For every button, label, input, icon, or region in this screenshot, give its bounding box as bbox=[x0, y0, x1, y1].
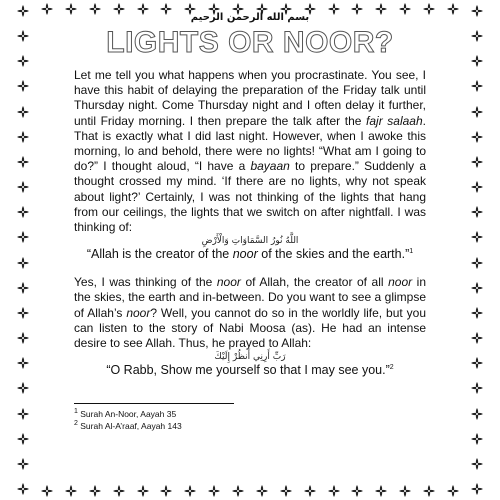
floral-ornament-icon bbox=[470, 205, 484, 219]
text: to prepare.” Suddenly a thought crossed my mind. ‘If there are no lights, why not speak about light?’ Certainly, I was not thinking of the lights that hang from our ceilings, the lights that we switch on after nightfall. I was thinking of: bbox=[74, 159, 427, 235]
floral-ornament-icon bbox=[470, 230, 484, 244]
floral-ornament-icon bbox=[16, 130, 30, 144]
floral-ornament-icon bbox=[470, 457, 484, 471]
footnote-2: $^2$ Surah Al-A’raaf, Aayah 143 bbox=[74, 420, 182, 432]
floral-ornament-icon bbox=[470, 4, 484, 18]
floral-ornament-icon bbox=[470, 155, 484, 169]
floral-ornament-icon bbox=[16, 407, 30, 421]
floral-ornament-icon bbox=[470, 432, 484, 446]
floral-ornament-icon bbox=[16, 155, 30, 169]
floral-ornament-icon bbox=[40, 484, 54, 498]
floral-ornament-icon bbox=[16, 482, 30, 496]
translation-quote-1: “Allah is the creator of the noor of the skies and the earth.”$^1$ bbox=[86, 247, 414, 262]
floral-ornament-icon bbox=[16, 230, 30, 244]
floral-ornament-icon bbox=[470, 180, 484, 194]
floral-ornament-icon bbox=[16, 381, 30, 395]
footnote-ref-2[interactable]: 2 bbox=[389, 364, 394, 372]
floral-ornament-icon bbox=[16, 256, 30, 270]
translation-quote-2: “O Rabb, Show me yourself so that I may see you.”$^2$ bbox=[106, 363, 394, 378]
right-ornamental-border bbox=[460, 0, 494, 500]
floral-ornament-icon bbox=[16, 180, 30, 194]
left-ornamental-border bbox=[6, 0, 40, 500]
floral-ornament-icon bbox=[470, 54, 484, 68]
footnote-1: $^1$ Surah An-Noor, Aayah 35 bbox=[74, 408, 177, 420]
italic-term: fajr salaah bbox=[366, 113, 423, 128]
floral-ornament-icon bbox=[470, 407, 484, 421]
floral-ornament-icon bbox=[470, 105, 484, 119]
floral-ornament-icon bbox=[470, 79, 484, 93]
floral-ornament-icon bbox=[470, 281, 484, 295]
floral-ornament-icon bbox=[16, 281, 30, 295]
floral-ornament-icon bbox=[16, 79, 30, 93]
floral-ornament-icon bbox=[16, 205, 30, 219]
floral-ornament-icon bbox=[16, 306, 30, 320]
floral-ornament-icon bbox=[16, 4, 30, 18]
floral-ornament-icon bbox=[446, 484, 460, 498]
footnote-ref-1[interactable]: 1 bbox=[409, 248, 414, 256]
floral-ornament-icon bbox=[16, 356, 30, 370]
floral-ornament-icon bbox=[470, 381, 484, 395]
italic-term: bayaan bbox=[250, 159, 290, 174]
floral-ornament-icon bbox=[470, 331, 484, 345]
floral-ornament-icon bbox=[16, 331, 30, 345]
footnote-divider bbox=[74, 403, 234, 404]
floral-ornament-icon bbox=[470, 130, 484, 144]
floral-ornament-icon bbox=[470, 256, 484, 270]
floral-ornament-icon bbox=[40, 2, 54, 16]
page-title: LIGHTS OR NOOR? bbox=[106, 26, 394, 59]
floral-ornament-icon bbox=[470, 29, 484, 43]
arabic-ayah-2: رَبِّ أَرِنِي أَنظُرْ إِلَيْكَ bbox=[214, 352, 286, 363]
arabic-ayah-1: اللَّهُ نُورُ السَّمَاوَاتِ وَالْأَرْضِ bbox=[201, 236, 299, 247]
floral-ornament-icon bbox=[16, 457, 30, 471]
bismillah-header: بسم الله الرحمن الرحيم bbox=[190, 12, 310, 23]
body-paragraph-2: Yes, I was thinking of the noor of Allah, the creator of all noor in the skies, the earth and in-between. Do you want to see a glimpse of Allah’s noor? Well, you cannot do so in the worldly life, but you can listen to the story of Nabi Moosa (as). He had an intense desire to see Allah. Thus, he prayed to Allah: bbox=[74, 275, 427, 351]
floral-ornament-icon bbox=[446, 2, 460, 16]
body-paragraph-1 bbox=[74, 68, 426, 235]
floral-ornament-icon bbox=[16, 29, 30, 43]
floral-ornament-icon bbox=[16, 432, 30, 446]
floral-ornament-icon bbox=[470, 482, 484, 496]
floral-ornament-icon bbox=[16, 105, 30, 119]
floral-ornament-icon bbox=[470, 356, 484, 370]
floral-ornament-icon bbox=[470, 306, 484, 320]
page-content bbox=[74, 12, 426, 490]
text: . That is exactly what I did last night. However, when I awoke this morning, lo and behold, there were no lights! “What am I going to do?” I thought aloud, “I have a bbox=[74, 113, 426, 174]
floral-ornament-icon bbox=[16, 54, 30, 68]
text: Let me tell you what happens when you procrastinate. You see, I have this habit of delaying the preparation of the Friday talk until Thursday night. Come Thursday night and I often delay it further, until Friday morning. I then prepare the talk after the bbox=[74, 68, 426, 128]
